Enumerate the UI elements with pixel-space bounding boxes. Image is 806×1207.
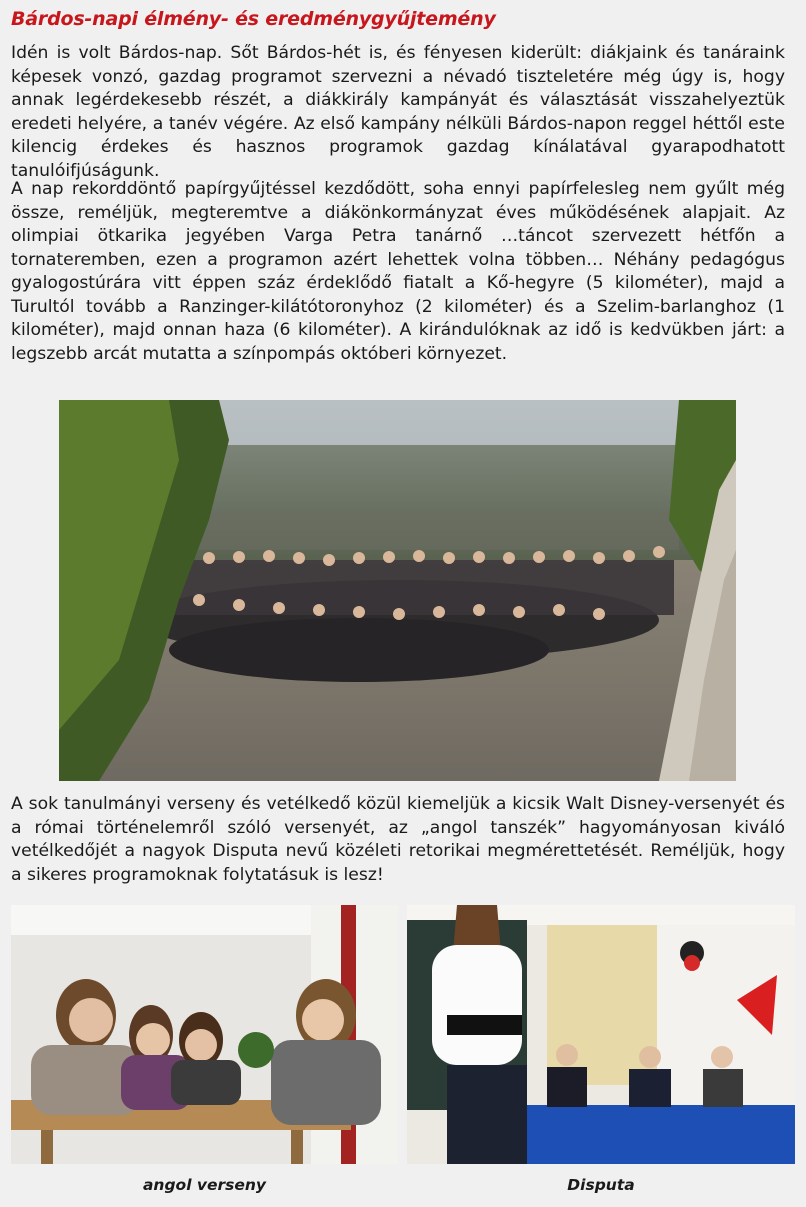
paragraph-program: A nap rekorddöntő papírgyűjtéssel kezdődött, soha ennyi papírfelesleg nem gyűlt még össze, reméljük, megteremtve a diákönkormányzat éves működésének alapjait. Az olimpiai ötkarika jegyében Varga Petra tanárnő …táncot szervezett hétfőn a tornateremben, ezen a programon azért lehettek volna többen… Néhány pedagógus gyalogostúrára vitt éppen száz érdeklődő fiatalt a Kő-hegyre (5 kilométer), majd a Turultól tovább a Ranzinger-kilátótoronyhoz (2 kilométer) és a Szelim-barlanghoz (1 kilométer), majd onnan haza (6 kilométer). A kirándulóknak az idő is kedvükben járt: a legszebb arcát mutatta a színpompás októberi környezet.	[11, 179, 785, 364]
article-title: Bárdos-napi élmény- és eredménygyűjtemény	[11, 8, 496, 30]
paragraph-competitions: A sok tanulmányi verseny és vetélkedő közül kiemeljük a kicsik Walt Disney-versenyét és a római történelemről szóló versenyét, az „angol tanszék” hagyományosan kiváló vetélkedőjét a nagyok Disputa nevű közéleti retorikai megmérettetését. Reméljük, hogy a sikeres programoknak folytatásuk is lesz!	[11, 794, 785, 885]
group-photo	[59, 400, 736, 781]
english-competition-photo	[11, 905, 398, 1164]
paragraph-intro: Idén is volt Bárdos-nap. Sőt Bárdos-hét is, és fényesen kiderült: diákjaink és tanáraink képesek vonzó, gazdag programot szervezni a névadó tiszteletére még úgy is, hogy annak legérdekesebb részét, a diákkirály kampányát és választását visszahelyeztük eredeti helyére, a tanév végére. Az első kampány nélküli Bárdos-napon reggel héttől este kilencig érdekes és hasznos programok gazdag kínálatával gyarapodhatott tanulóifjúságunk.	[11, 43, 785, 181]
caption-debate: Disputa	[567, 1176, 635, 1194]
caption-english-competition: angol verseny	[142, 1176, 267, 1194]
debate-photo	[407, 905, 795, 1164]
